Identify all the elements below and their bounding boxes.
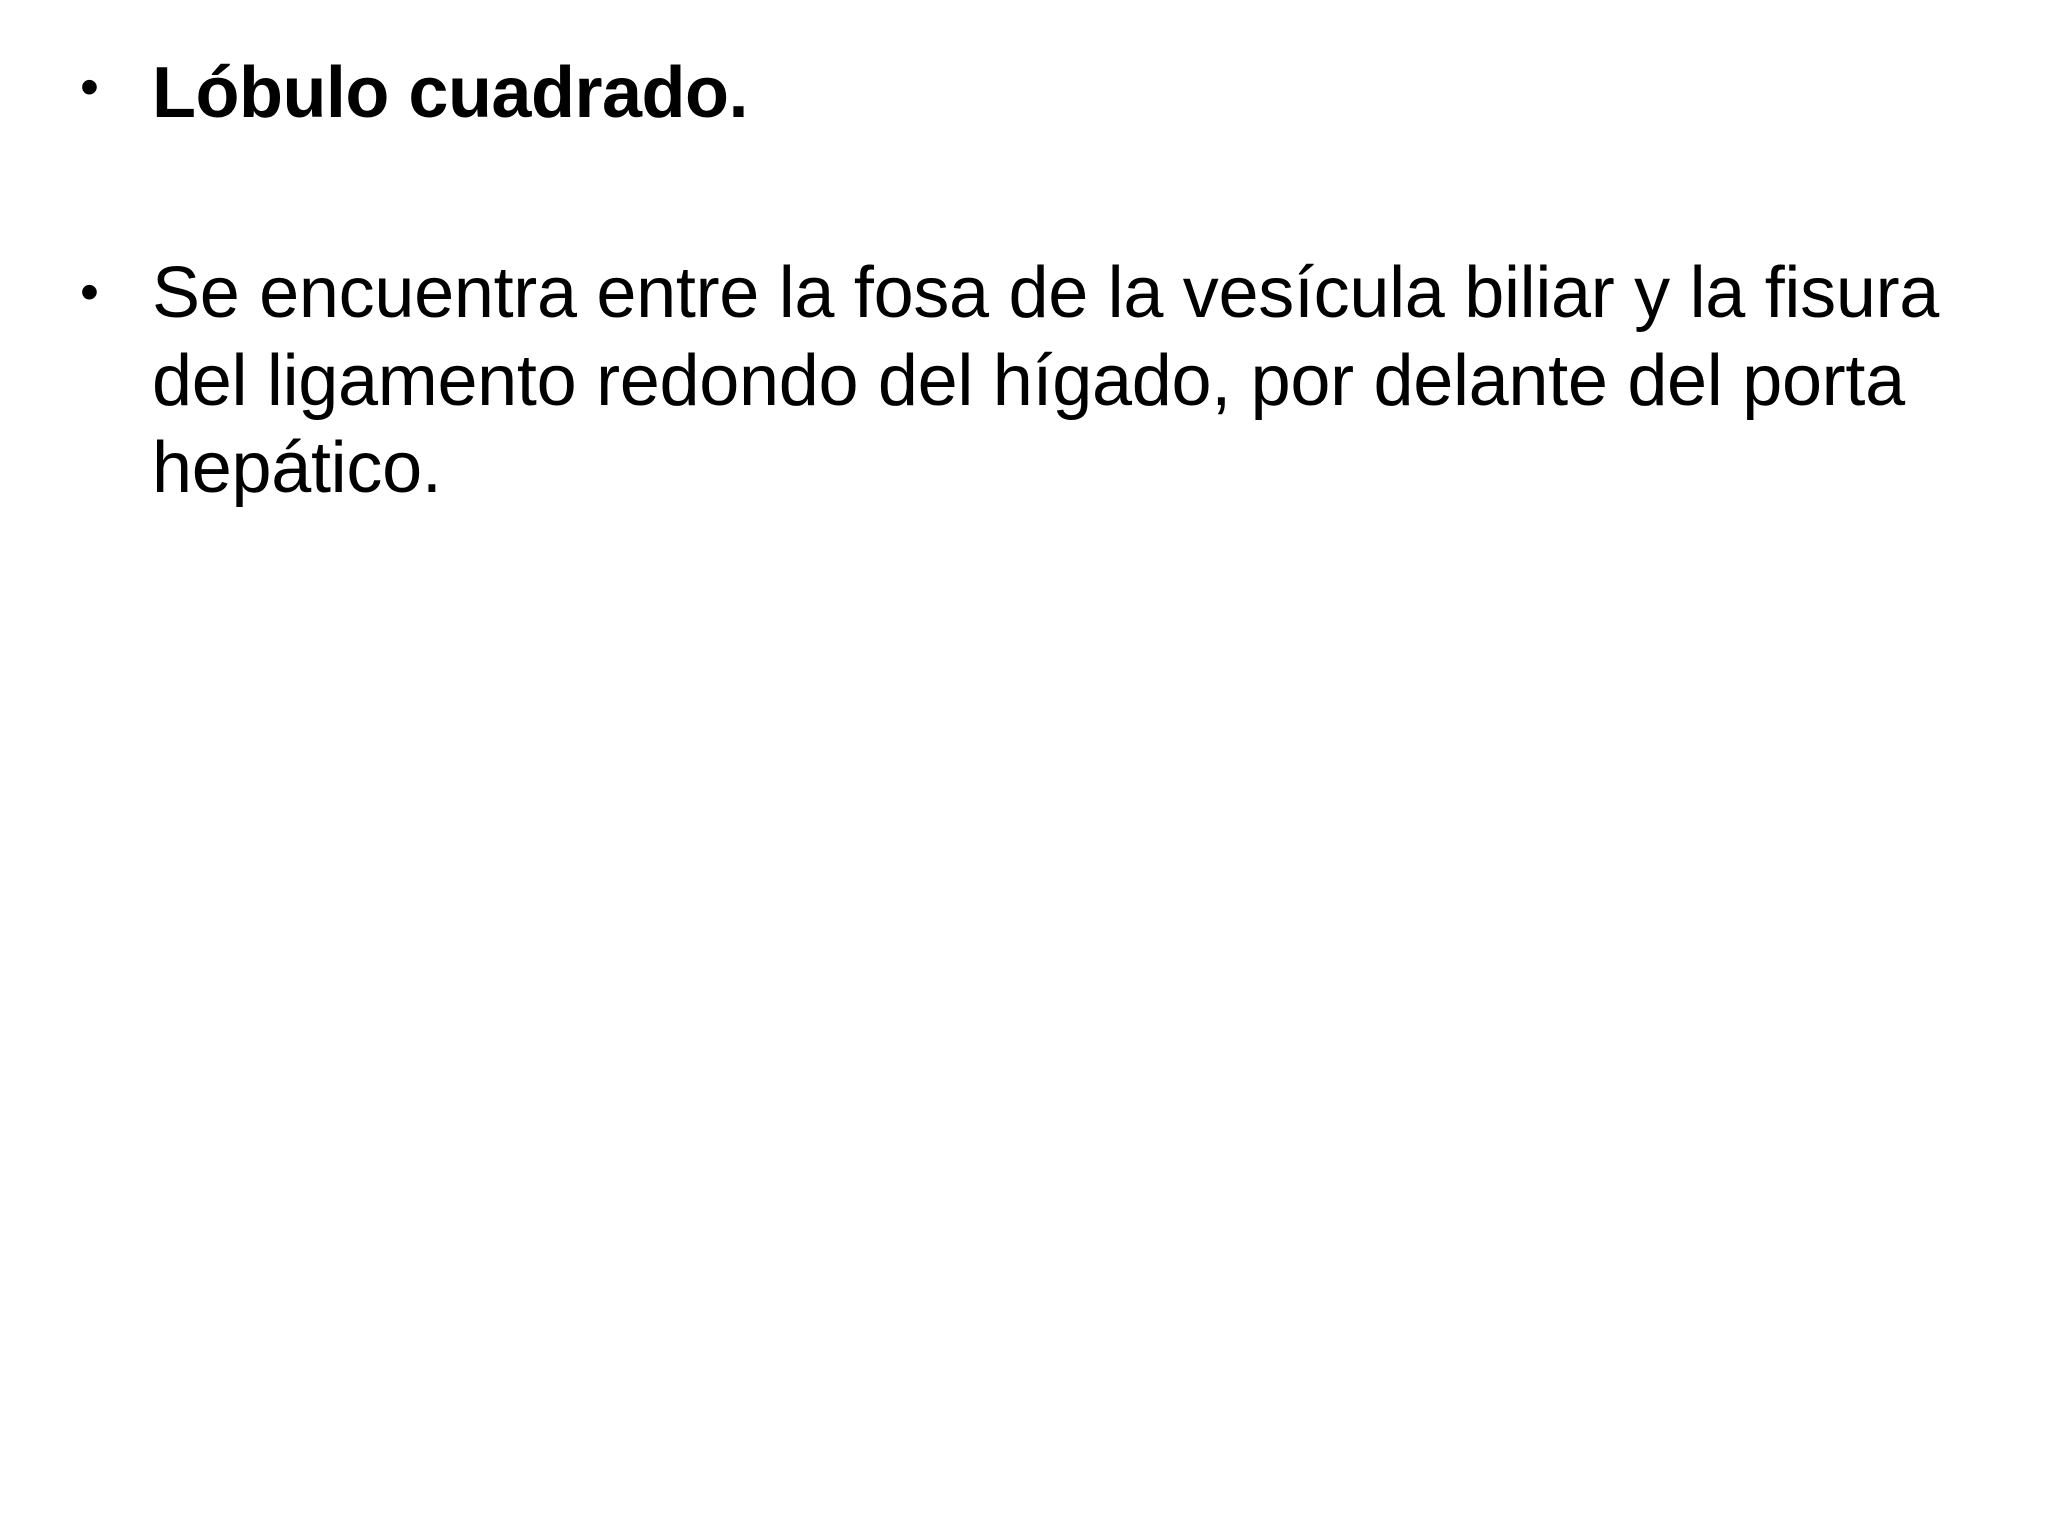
bullet-point-icon: • bbox=[80, 57, 99, 117]
bullet-point-icon: • bbox=[80, 261, 99, 322]
list-item-heading bbox=[80, 50, 1968, 138]
bullet-list bbox=[80, 50, 1968, 513]
paragraph-spacer bbox=[80, 138, 1968, 250]
list-item-body bbox=[80, 250, 1968, 513]
list-item-heading-label: Lóbulo cuadrado. bbox=[152, 53, 748, 133]
list-item-body-label: Se encuentra entre la fosa de la vesícula biliar y la fisura del ligamento redondo del hígado, por delante del porta hepático. bbox=[152, 252, 1939, 509]
